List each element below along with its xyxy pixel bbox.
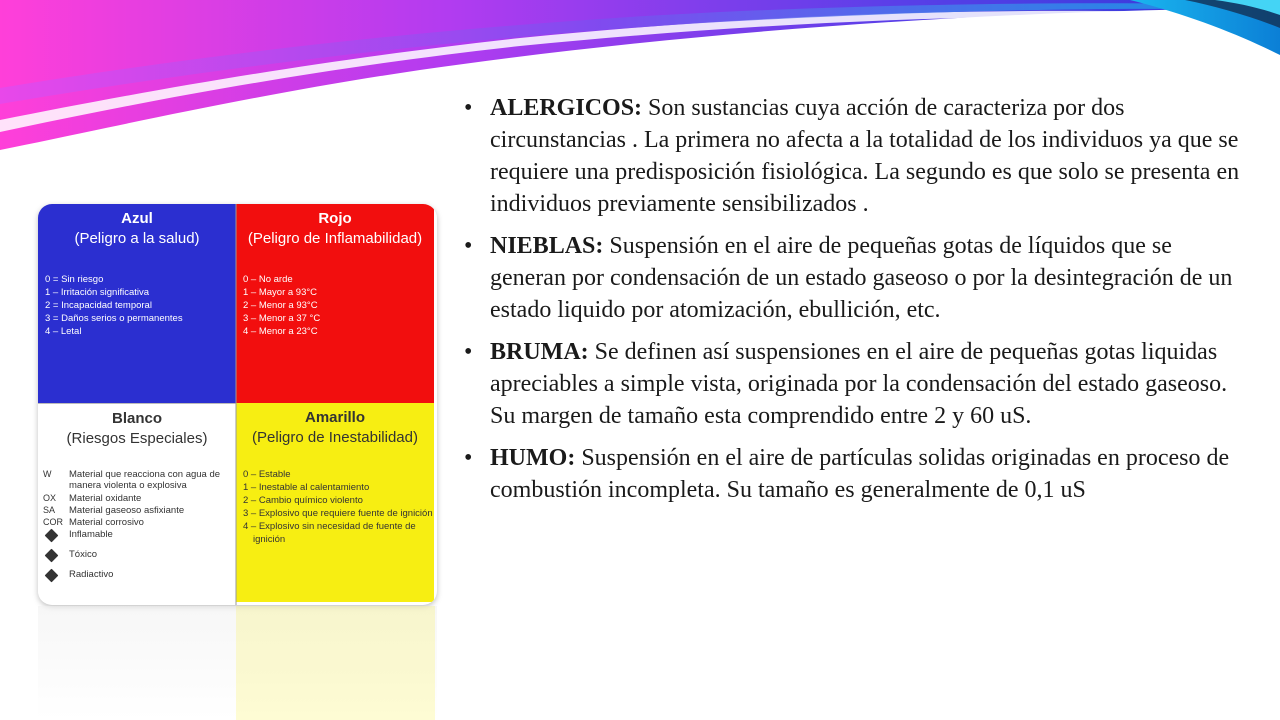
list-item: 1 – Inestable al calentamiento	[243, 482, 370, 493]
bullet-icon: •	[464, 339, 473, 365]
yellow-title: Amarillo	[304, 409, 365, 426]
yellow-levels	[236, 468, 434, 546]
yellow-instability-quadrant	[236, 403, 434, 602]
list-item: 2 = Incapacidad temporal	[45, 300, 152, 311]
list-item	[38, 569, 236, 581]
blue-health-quadrant	[38, 204, 236, 403]
definition-alergicos	[462, 92, 1252, 220]
list-item: 3 – Explosivo que requiere fuente de ignición	[243, 508, 433, 519]
reflection-tint	[236, 606, 435, 720]
yellow-subtitle: (Peligro de Inestabilidad)	[252, 429, 418, 446]
white-title: Blanco	[111, 410, 162, 427]
list-item	[38, 549, 236, 561]
risk-text: Material oxidante	[69, 493, 142, 504]
definition-term: HUMO:	[490, 445, 576, 471]
definition-nieblas	[462, 230, 1252, 326]
blue-title: Azul	[121, 210, 153, 227]
definition-term: NIEBLAS:	[490, 233, 604, 259]
definition-term: ALERGICOS:	[490, 95, 643, 121]
bullet-icon: •	[464, 95, 473, 121]
risk-code: COR	[43, 517, 63, 527]
risk-code: SA	[43, 505, 56, 515]
list-item	[38, 517, 236, 529]
red-flammability-quadrant	[236, 204, 434, 403]
red-subtitle: (Peligro de Inflamabilidad)	[247, 230, 423, 247]
list-item	[38, 493, 236, 505]
hazard-classification-image	[38, 204, 437, 605]
risk-text: Radiactivo	[69, 569, 114, 580]
bullet-icon: •	[464, 233, 473, 259]
quadrant-divider	[235, 204, 237, 605]
risk-text: Material gaseoso asfixiante	[69, 505, 185, 516]
red-title: Rojo	[318, 210, 352, 227]
definition-text: Son sustancias cuya acción de caracteriza por dos circunstancias . La primera no afecta a la totalidad de los individuos ya que se requiere una predisposición fisiológica. La segundo es que solo se presenta en individuos previamente sensibilizados .	[490, 95, 1240, 217]
definition-humo	[462, 442, 1252, 506]
list-item	[38, 469, 236, 493]
skull-icon	[45, 549, 59, 563]
definition-text: Suspensión en el aire de pequeñas gotas de líquidos que se generan por condensación de un estado gaseoso o por la desintegración de un estado liquido por atomización, ebullición, etc.	[490, 233, 1233, 323]
risk-code: OX	[43, 493, 57, 503]
list-item	[38, 529, 236, 541]
list-item: 2 – Menor a 93°C	[243, 300, 318, 311]
list-item: 4 – Letal	[45, 326, 82, 337]
list-item: 0 – Estable	[243, 469, 291, 480]
risk-text: Inflamable	[69, 529, 113, 540]
red-levels	[236, 273, 434, 338]
definition-text: Se definen así suspensiones en el aire de pequeñas gotas liquidas apreciables a simple vista, originada por la condensación del estado gaseoso. Su margen de tamaño esta comprendido entre 2 y 60 uS.	[490, 339, 1228, 429]
image-reflection	[38, 606, 437, 720]
blue-subtitle: (Peligro a la salud)	[74, 230, 200, 247]
list-item: 3 = Daños serios o permanentes	[45, 313, 183, 324]
white-subtitle: (Riesgos Especiales)	[66, 430, 208, 447]
bullet-icon: •	[464, 445, 473, 471]
white-special-quadrant	[38, 403, 236, 602]
special-risks-list	[38, 469, 236, 581]
list-item: 4 – Explosivo sin necesidad de fuente de ignición	[243, 521, 416, 545]
flame-icon	[45, 529, 59, 543]
definition-term: BRUMA:	[490, 339, 589, 365]
list-item	[38, 505, 236, 517]
risk-code: W	[43, 469, 52, 479]
list-item: 0 = Sin riesgo	[45, 274, 104, 285]
definition-text: Suspensión en el aire de partículas solidas originadas en proceso de combustión incompleta. Su tamaño es generalmente de 0,1 uS	[490, 445, 1230, 503]
risk-text: Material corrosivo	[69, 517, 144, 528]
radiation-icon	[45, 569, 59, 583]
list-item: 1 – Mayor a 93°C	[243, 287, 318, 298]
list-item: 1 – Irritación significativa	[45, 287, 150, 298]
risk-text: Material que reacciona con agua de manera violenta o explosiva	[69, 469, 221, 491]
list-item: 3 – Menor a 37 °C	[243, 313, 321, 324]
definition-bruma	[462, 336, 1252, 432]
list-item: 0 – No arde	[243, 274, 293, 285]
risk-text: Tóxico	[69, 549, 97, 560]
definitions-list	[462, 92, 1252, 516]
blue-levels	[38, 273, 236, 338]
list-item: 2 – Cambio químico violento	[243, 495, 363, 506]
list-item: 4 – Menor a 23°C	[243, 326, 318, 337]
